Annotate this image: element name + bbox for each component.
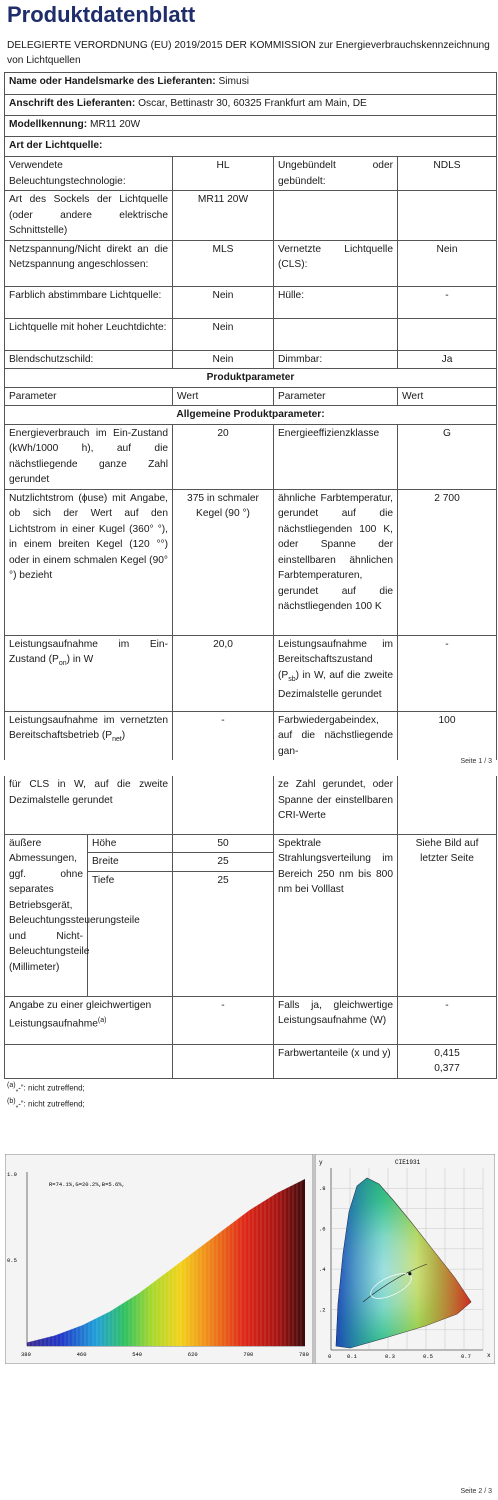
psb-value: -: [398, 635, 497, 711]
dimmable-label: Dimmbar:: [274, 350, 398, 369]
cie-y-tick: .8: [319, 1185, 326, 1193]
chromaticity-label: Farbwertanteile (x und y): [274, 1044, 398, 1078]
cie-x-tick: 0.3: [385, 1353, 395, 1360]
high-luminance-value: Nein: [173, 318, 274, 350]
page-title: Produktdatenblatt: [7, 2, 196, 27]
psb-label: Leistungsaufnahme im Bereitschaftszustand $(P_{sb})$ in W, auf die zweite Dezimalstelle gerundet: [274, 635, 398, 711]
cct-value: 2 700: [398, 489, 497, 635]
value-col-header: Wert: [173, 387, 274, 406]
cie-title: CIE1931: [395, 1159, 421, 1166]
socket-value: MR11 20W: [173, 191, 274, 241]
supplier-name-value: Simusi: [218, 76, 250, 87]
y-tick: 1.0: [7, 1171, 17, 1178]
param-col-header: Parameter: [274, 387, 398, 406]
empty-cell: [5, 1044, 173, 1078]
dimension-value: 25: [173, 853, 274, 872]
cri-label-continued: ze Zahl gerundet, oder Spanne der einstellbaren CRI-Werte: [274, 776, 398, 834]
cie-x-tick: 0.7: [461, 1353, 471, 1360]
equivalent-power-label: Angabe zu einer gleichwertigen Leistungsaufnahme$^{(a)}$: [5, 996, 173, 1044]
chromaticity-point: [408, 1272, 411, 1275]
envelope-value: -: [398, 286, 497, 318]
cie-y-tick: .6: [319, 1225, 326, 1233]
footnote-b: $^{(b)}$„-“: nicht zutreffend;: [7, 1098, 85, 1109]
equivalent-power-value: -: [173, 996, 274, 1044]
chromaticity-value: 0,415 0,377: [398, 1044, 497, 1078]
socket-label: Art des Sockels der Lichtquelle (oder andere elektrische Schnittstelle): [5, 191, 173, 241]
supplier-address-value: Oscar, Bettinastr 30, 60325 Frankfurt am Main, DE: [138, 98, 367, 109]
empty-cell: [274, 318, 398, 350]
data-sheet-table: [4, 72, 497, 760]
technology-value: HL: [173, 157, 274, 191]
x-tick: 540: [132, 1351, 143, 1358]
spd-value: Siehe Bild auf letzter Seite: [398, 834, 497, 996]
empty-cell: [398, 191, 497, 241]
unbundled-value: NDLS: [398, 157, 497, 191]
high-luminance-label: Lichtquelle mit hoher Leuchtdichte:: [5, 318, 173, 350]
model-label: Modellkennung:: [9, 119, 88, 130]
technology-label: Verwendete Beleuchtungstechnologie:: [5, 157, 173, 191]
cie-x-tick: 0: [328, 1353, 332, 1360]
x-tick: 700: [243, 1351, 254, 1358]
x-tick: 780: [299, 1351, 309, 1358]
pnet-label-continued: für CLS in W, auf die zweite Dezimalstelle gerundet: [5, 776, 173, 834]
tunable-value: Nein: [173, 286, 274, 318]
spd-label: Spektrale Strahlungsverteilung im Bereich 250 nm bis 800 nm bei Volllast: [274, 834, 398, 996]
value-col-header: Wert: [398, 387, 497, 406]
empty-cell: [274, 191, 398, 241]
param-col-header: Parameter: [5, 387, 173, 406]
pon-label: Leistungsaufnahme im Ein-Zustand $(P_{on})$ in W: [5, 635, 173, 711]
spectrum-annotation: R=74.1%,G=20.2%,B=5.6%,: [49, 1181, 125, 1188]
cri-label: Farbwiedergabeindex, auf die nächstliegende gan-: [274, 711, 398, 760]
pon-value: 20,0: [173, 635, 274, 711]
footnote-a: $^{(a)}$„-“: nicht zutreffend;: [7, 1082, 85, 1093]
flux-label: Nutzlichtstrom (ϕuse) mit Angabe, ob sich der Wert auf den Lichtstrom in einer Kugel (360° °), in einem breiten Kegel (120 °°) oder in einem schmalen Kegel (90° °) bezieht: [5, 489, 173, 635]
empty-cell: [398, 318, 497, 350]
envelope-label: Hülle:: [274, 286, 398, 318]
dimmable-value: Ja: [398, 350, 497, 369]
mains-value: MLS: [173, 240, 274, 286]
energy-class-label: Energieeffizienzklasse: [274, 424, 398, 489]
glare-value: Nein: [173, 350, 274, 369]
supplier-address-label: Anschrift des Lieferanten:: [9, 98, 136, 109]
model-value: MR11 20W: [89, 119, 141, 130]
general-params-header: Allgemeine Produktparameter:: [5, 406, 497, 425]
cie-x-tick: 0.5: [423, 1353, 433, 1360]
dimensions-label: äußere Abmessungen, ggf. ohne separates Betriebsgerät, Beleuchtungssteuerungsteile und Nicht-Beleuchtungsteile (Millimeter): [5, 834, 88, 996]
supplier-name-label: Name oder Handelsmarke des Lieferanten:: [9, 76, 216, 87]
empty-cell: [398, 776, 497, 834]
empty-cell: [173, 776, 274, 834]
spectrum-and-cie-figure: [5, 1154, 495, 1364]
supplier-name-row: [5, 73, 497, 95]
if-yes-label: Falls ja, gleichwertige Leistungsaufnahme (W): [274, 996, 398, 1044]
cri-value: 100: [398, 711, 497, 760]
cls-label: Vernetzte Lichtquelle (CLS):: [274, 240, 398, 286]
product-params-header: Produktparameter: [5, 369, 497, 388]
pnet-label: Leistungsaufnahme im vernetzten Bereitschaftsbetrieb $(P_{net})$: [5, 711, 173, 760]
cie-x-tick: 0.1: [347, 1353, 357, 1360]
page-number: Seite 1 / 3: [460, 758, 492, 765]
light-source-type-header: Art der Lichtquelle:: [5, 137, 497, 157]
cct-label: ähnliche Farbtemperatur, gerundet auf die nächstliegenden 100 K, oder Spanne der einstellbaren ähnlichen Farbtemperaturen, gerundet auf die nächstliegenden 100 K: [274, 489, 398, 635]
dimension-name: Breite: [88, 853, 173, 872]
cie-y-tick: .2: [319, 1306, 326, 1314]
page-number: Seite 2 / 3: [460, 1488, 492, 1495]
x-tick: 460: [76, 1351, 87, 1358]
tunable-label: Farblich abstimmbare Lichtquelle:: [5, 286, 173, 318]
page-2: [0, 770, 498, 1500]
energy-label: Energieverbrauch im Ein-Zustand (kWh/1000 h), auf die nächstliegende ganze Zahl gerundet: [5, 424, 173, 489]
supplier-address-row: [5, 95, 497, 116]
glare-label: Blendschutzschild:: [5, 350, 173, 369]
dimension-name: Höhe: [88, 834, 173, 853]
energy-class-value: G: [398, 424, 497, 489]
cie-x-axis-label: x: [487, 1352, 491, 1359]
empty-cell: [173, 1044, 274, 1078]
y-tick: 0.5: [7, 1257, 17, 1264]
x-tick: 380: [21, 1351, 31, 1358]
dimension-value: 50: [173, 834, 274, 853]
chromaticity-marker: [408, 1272, 411, 1275]
model-row: [5, 116, 497, 137]
data-sheet-table-continued: [4, 776, 497, 1079]
dimension-value: 25: [173, 871, 274, 996]
energy-value: 20: [173, 424, 274, 489]
cie-y-tick: .4: [319, 1266, 326, 1274]
pnet-value: -: [173, 711, 274, 760]
dimension-name: Tiefe: [88, 871, 173, 996]
x-tick: 620: [187, 1351, 198, 1358]
if-yes-value: -: [398, 996, 497, 1044]
cls-value: Nein: [398, 240, 497, 286]
unbundled-label: Ungebündelt oder gebündelt:: [274, 157, 398, 191]
flux-value: 375 in schmaler Kegel (90 °): [173, 489, 274, 635]
mains-label: Netzspannung/Nicht direkt an die Netzspannung angeschlossen:: [5, 240, 173, 286]
cie-y-axis-label: y: [319, 1159, 323, 1166]
regulation-subtitle: DELEGIERTE VERORDNUNG (EU) 2019/2015 DER KOMMISSION zur Energieverbrauchskennzeichnung von Lichtquellen: [7, 40, 490, 66]
